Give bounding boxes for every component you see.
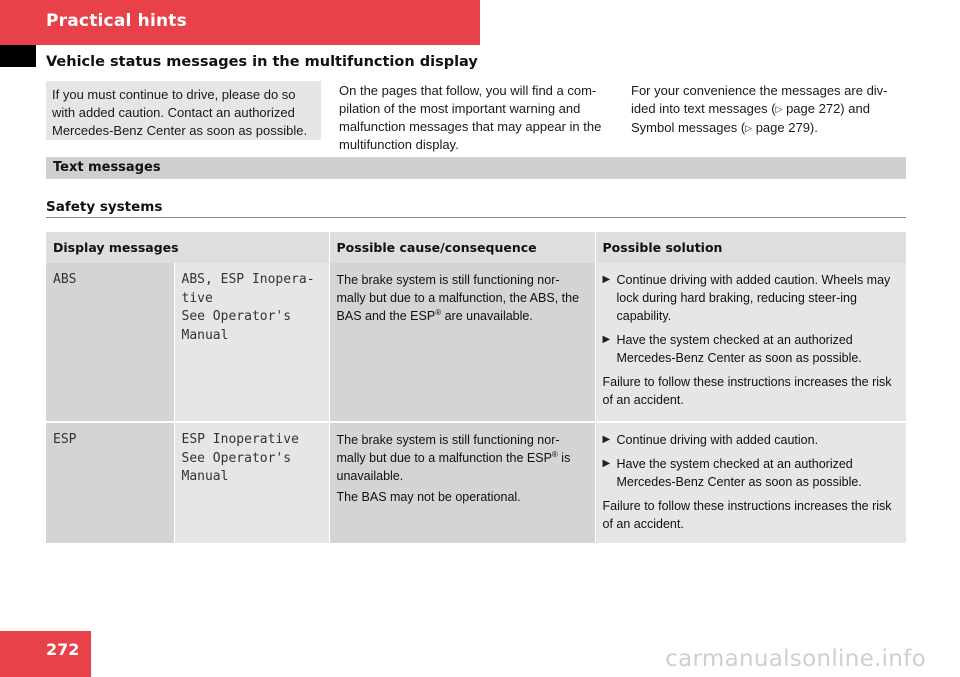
display-symbol: ESP bbox=[46, 422, 174, 543]
solution-step-text: Continue driving with added caution. bbox=[616, 433, 819, 447]
display-message: ABS, ESP Inopera- tive See Operator's Manual bbox=[174, 263, 329, 422]
registered-mark: ® bbox=[435, 307, 442, 317]
section-marker bbox=[0, 45, 36, 67]
text-messages-bar: Text messages bbox=[46, 157, 906, 179]
header-possible-solution: Possible solution bbox=[595, 232, 906, 263]
display-symbol: ABS bbox=[46, 263, 174, 422]
intro-paragraph: On the pages that follow, you will find a com-pilation of the most important warning and malfunction messages that may appear in the multifunction display. bbox=[339, 83, 602, 152]
solution-step bbox=[603, 455, 899, 491]
cause-text-main: The brake system is still functioning nor-mally but due to a malfunction, the ABS, the BAS and the ESP bbox=[336, 273, 580, 323]
section-title: Vehicle status messages in the multifunction display bbox=[46, 54, 478, 70]
heading-rule bbox=[46, 217, 906, 218]
safety-systems-heading: Safety systems bbox=[46, 199, 163, 215]
table-row bbox=[46, 263, 906, 422]
cause-cell bbox=[329, 263, 595, 422]
solution-step bbox=[603, 431, 899, 449]
registered-mark: ® bbox=[551, 449, 558, 459]
messages-table bbox=[46, 232, 907, 543]
intro-text-a: For your convenience the messages are div-ided into text messages ( bbox=[631, 83, 888, 116]
cause-text-main: The brake system is still functioning nor-mally but due to a malfunction the ESP bbox=[336, 433, 560, 465]
page-number: 272 bbox=[0, 631, 91, 677]
cause-text-end: are unavailable. bbox=[441, 309, 533, 323]
arrow-right-icon: ▶ bbox=[602, 458, 611, 469]
solution-step-text: Continue driving with added caution. Wheels may lock during hard braking, reducing steer-ing capability. bbox=[616, 273, 891, 323]
solution-cell bbox=[595, 422, 906, 543]
solution-step bbox=[603, 331, 899, 367]
table-header-row bbox=[46, 232, 906, 263]
cause-text bbox=[337, 271, 588, 325]
header-display-messages: Display messages bbox=[46, 232, 329, 263]
intro-text-b: page 272) and Symbol messages ( bbox=[631, 101, 870, 135]
watermark-logo: carmanualsonline.info bbox=[665, 646, 926, 672]
page-reference-icon: ▷ bbox=[745, 123, 753, 133]
table-row bbox=[46, 422, 906, 543]
solution-cell bbox=[595, 263, 906, 422]
caution-note: If you must continue to drive, please do so with added caution. Contact an authorized Mercedes-Benz Center as soon as possible. bbox=[46, 81, 321, 140]
display-message: ESP Inoperative See Operator's Manual bbox=[174, 422, 329, 543]
cause-text bbox=[337, 431, 588, 485]
intro-text-c: page 279). bbox=[755, 120, 818, 135]
solution-step-text: Have the system checked at an authorized Mercedes-Benz Center as soon as possible. bbox=[616, 457, 862, 489]
solution-warning: Failure to follow these instructions increases the risk of an accident. bbox=[602, 375, 892, 407]
chapter-title: Practical hints bbox=[46, 11, 187, 31]
header-possible-cause: Possible cause/consequence bbox=[329, 232, 595, 263]
intro-paragraph-references bbox=[631, 82, 911, 138]
chapter-tab bbox=[0, 0, 480, 45]
arrow-right-icon: ▶ bbox=[602, 274, 611, 285]
solution-warning: Failure to follow these instructions increases the risk of an accident. bbox=[602, 499, 892, 531]
cause-cell bbox=[329, 422, 595, 543]
solution-step bbox=[603, 271, 899, 325]
solution-step-text: Have the system checked at an authorized Mercedes-Benz Center as soon as possible. bbox=[616, 333, 862, 365]
cause-text-end: is unavailable. bbox=[336, 451, 571, 483]
arrow-right-icon: ▶ bbox=[602, 434, 611, 445]
cause-extra-text: The BAS may not be operational. bbox=[336, 490, 521, 504]
page-reference-icon: ▷ bbox=[775, 104, 783, 114]
arrow-right-icon: ▶ bbox=[602, 334, 611, 345]
